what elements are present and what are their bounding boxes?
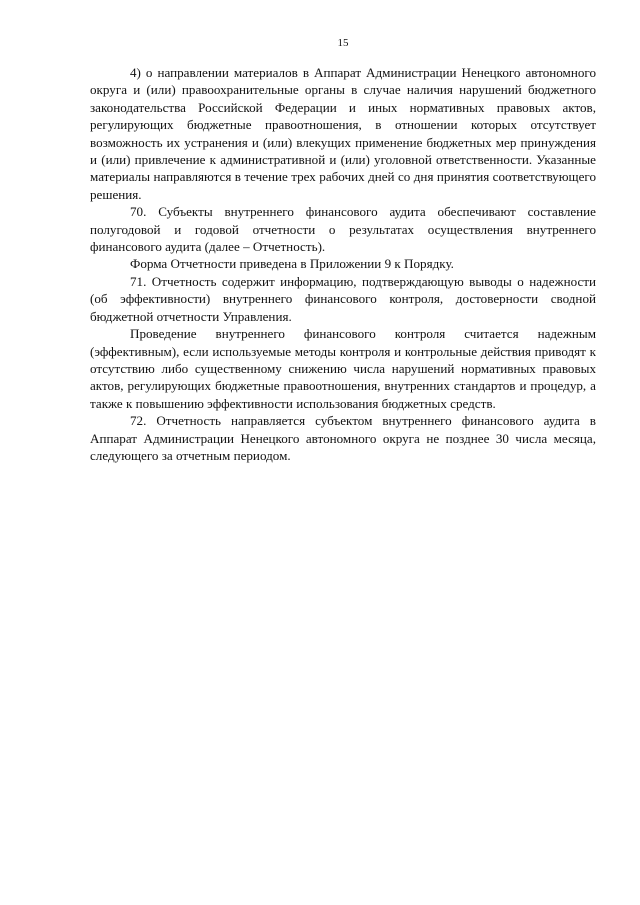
paragraph-item-4: 4) о направлении материалов в Аппарат Администрации Ненецкого автономного округа и (или) правоохранительные органы в случае наличия нарушений бюджетного законодательства Российской Федерации и иных нормативных правовых актов, регулирующих бюджетные правоотношения, в отношении которых отсутствует возможность их устранения и (или) влекущих применение бюджетных мер принуждения и (или) привлечение к административной и (или) уголовной ответственности. Указанные материалы направляются в течение трех рабочих дней со дня принятия соответствующего решения.: [90, 65, 596, 202]
page-number: 15: [337, 37, 349, 49]
document-page: [90, 36, 596, 464]
paragraph-control-reliability: Проведение внутреннего финансового контроля считается надежным (эффективным), если используемые методы контроля и контрольные действия приводят к отсутствию либо существенному снижению числа нарушений нормативных правовых актов, регулирующих бюджетные правоотношения, внутренних стандартов и процедур, а также к повышению эффективности использования бюджетных средств.: [90, 326, 596, 411]
paragraph-70: 70. Субъекты внутреннего финансового аудита обеспечивают составление полугодовой и годовой отчетности о результатах осуществления внутреннего финансового аудита (далее – Отчетность).: [90, 204, 596, 255]
paragraph-report-form: Форма Отчетности приведена в Приложении 9 к Порядку.: [130, 256, 454, 272]
paragraph-71: 71. Отчетность содержит информацию, подтверждающую выводы о надежности (об эффективности) внутреннего финансового контроля, достоверности сводной бюджетной отчетности Управления.: [90, 273, 596, 324]
paragraph-72: 72. Отчетность направляется субъектом внутреннего финансового аудита в Аппарат Администрации Ненецкого автономного округа не позднее 30 числа месяца, следующего за отчетным периодом.: [90, 413, 596, 463]
